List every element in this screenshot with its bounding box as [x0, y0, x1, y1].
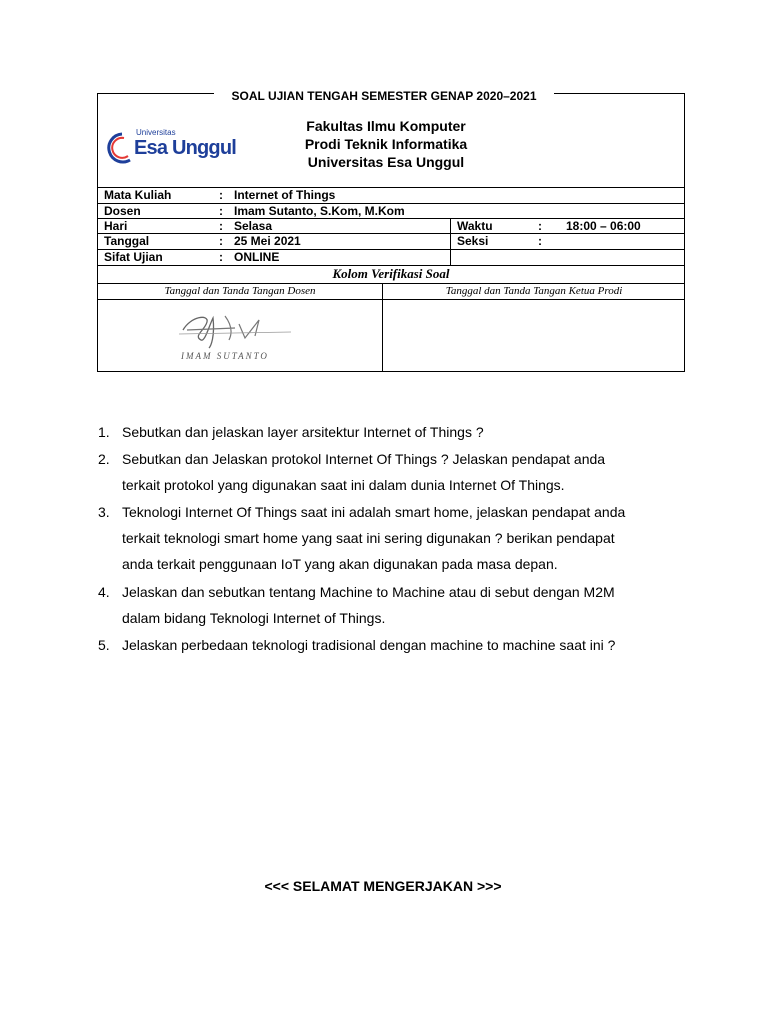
head-signature-caption: Tanggal dan Tanda Tangan Ketua Prodi — [445, 285, 623, 297]
date-value: 25 Mei 2021 — [234, 234, 301, 248]
question-line: dalam bidang Teknologi Internet of Things. — [122, 610, 386, 626]
question-number: 3. — [98, 504, 110, 520]
logo-small-text: Universitas — [136, 128, 176, 137]
closing-message: <<< SELAMAT MENGERJAKAN >>> — [264, 878, 502, 894]
section-label: Seksi — [457, 234, 489, 248]
question-number: 4. — [98, 584, 110, 600]
lecturer-signature-caption: Tanggal dan Tanda Tangan Dosen — [164, 285, 316, 297]
question-item — [98, 579, 698, 631]
colon: : — [219, 234, 223, 248]
exam-nature-value: ONLINE — [234, 250, 280, 264]
question-line: Sebutkan dan Jelaskan protokol Internet Of Things ? Jelaskan pendapat anda — [122, 451, 606, 467]
faculty-name: Fakultas Ilmu Komputer — [306, 118, 466, 134]
divider-line — [450, 218, 451, 265]
divider-line — [97, 299, 685, 300]
university-name: Universitas Esa Unggul — [307, 154, 465, 170]
question-item — [98, 419, 698, 445]
divider-line — [97, 283, 685, 284]
colon: : — [219, 219, 223, 233]
question-number: 5. — [98, 637, 110, 653]
exam-nature-label: Sifat Ujian — [104, 250, 163, 264]
handwritten-signature-icon — [175, 306, 295, 350]
course-label: Mata Kuliah — [104, 188, 172, 202]
question-line: Teknologi Internet Of Things saat ini adalah smart home, jelaskan pendapat anda — [122, 504, 626, 520]
day-value: Selasa — [234, 219, 273, 233]
time-value: 18:00 – 06:00 — [566, 219, 641, 233]
time-label: Waktu — [457, 219, 493, 233]
question-item — [98, 446, 698, 498]
course-value: Internet of Things — [234, 188, 336, 202]
divider-line — [97, 249, 685, 250]
question-item — [98, 632, 698, 658]
question-number: 2. — [98, 451, 110, 467]
question-number: 1. — [98, 424, 110, 440]
question-line: terkait protokol yang digunakan saat ini dalam dunia Internet Of Things. — [122, 477, 565, 493]
question-line: Jelaskan perbedaan teknologi tradisional dengan machine to machine saat ini ? — [122, 637, 616, 653]
day-label: Hari — [104, 219, 128, 233]
program-name: Prodi Teknik Informatika — [304, 136, 468, 152]
colon: : — [538, 234, 542, 248]
question-line: terkait teknologi smart home yang saat ini sering digunakan ? berikan pendapat — [122, 530, 615, 546]
verification-title: Kolom Verifikasi Soal — [332, 266, 450, 281]
divider-line — [97, 233, 685, 234]
colon: : — [219, 204, 223, 218]
question-line: anda terkait penggunaan IoT yang akan digunakan pada masa depan. — [122, 556, 558, 572]
university-logo — [104, 126, 237, 170]
question-item — [98, 499, 698, 577]
logo-name: Esa Unggul — [134, 137, 237, 159]
colon: : — [219, 250, 223, 264]
date-label: Tanggal — [104, 234, 150, 248]
colon: : — [538, 219, 542, 233]
divider-line — [97, 187, 685, 188]
question-line: Sebutkan dan jelaskan layer arsitektur Internet of Things ? — [122, 424, 484, 440]
colon: : — [219, 188, 223, 202]
lecturer-value: Imam Sutanto, S.Kom, M.Kom — [234, 204, 405, 218]
signature-name: IMAM SUTANTO — [181, 351, 269, 361]
exam-title: SOAL UJIAN TENGAH SEMESTER GENAP 2020–2021 — [214, 86, 554, 106]
question-line: Jelaskan dan sebutkan tentang Machine to Machine atau di sebut dengan M2M — [122, 584, 615, 600]
esa-unggul-logo-icon — [104, 126, 136, 170]
lecturer-label: Dosen — [104, 204, 141, 218]
